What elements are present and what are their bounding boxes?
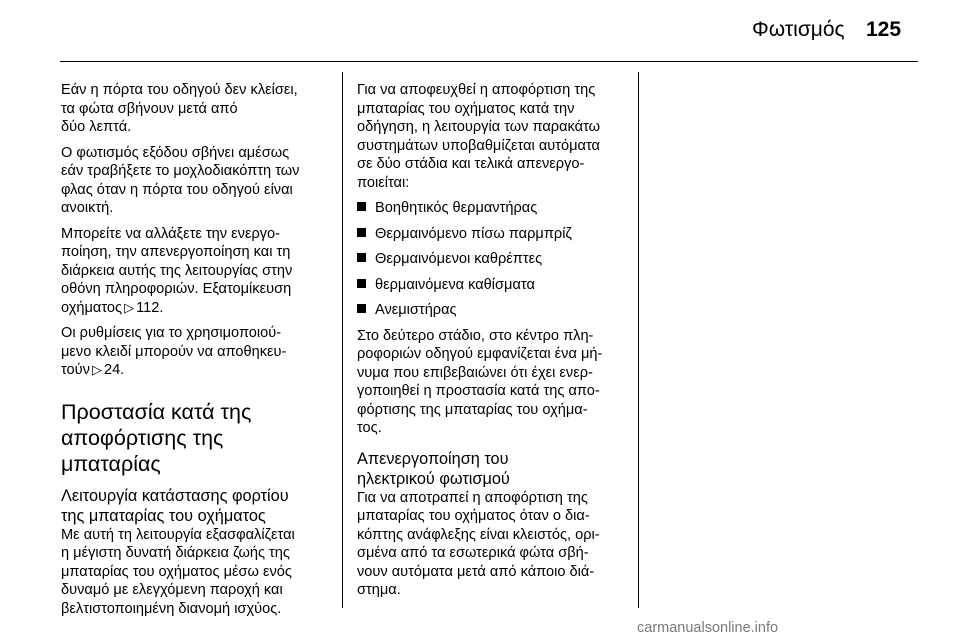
text-line: συστημάτων υποβαθμίζεται αυτόματα	[357, 137, 600, 154]
bullet-square-icon	[357, 304, 366, 313]
text-line: μπαταρίας του οχήματος κατά την	[357, 100, 575, 117]
left-column	[61, 81, 331, 625]
text-line: η μέγιστη δυνατή διάρκεια ζωής της	[61, 545, 290, 561]
text-line-with-ref	[61, 361, 331, 380]
text-fragment: τούν	[61, 362, 90, 378]
text-line: μπαταρίας του οχήματος όταν ο δια-	[357, 508, 590, 524]
bullet-square-icon	[357, 253, 366, 262]
running-title: Φωτισμός	[752, 18, 845, 41]
text-line: Με αυτή τη λειτουργία εξασφαλίζεται	[61, 526, 295, 543]
text-line: τος.	[357, 420, 382, 436]
text-line: Στο δεύτερο στάδιο, στο κέντρο πλη-	[357, 327, 594, 344]
text-line: σε δύο στάδια και τελικά απενεργο-	[357, 156, 585, 172]
list-item	[357, 225, 627, 244]
text-line: δύο λεπτά.	[61, 119, 132, 135]
heading-line: Λειτουργία κατάστασης φορτίου	[61, 486, 289, 505]
text-line: μενο κλειδί μπορούν να αποθηκευ-	[61, 343, 287, 360]
list-item	[357, 301, 627, 320]
paragraph-lighting-deactivation	[357, 489, 627, 600]
text-line: οθόνη πληροφοριών. Εξατομίκευση	[61, 281, 292, 297]
text-line: διάρκεια αυτής της λειτουργίας στην	[61, 262, 293, 279]
heading-line: Προστασία κατά της	[61, 399, 252, 424]
text-line: δυναμό με ελεγχόμενη παροχή και	[61, 582, 283, 598]
text-line: τα φώτα σβήνουν μετά από	[61, 100, 238, 117]
subsection-heading	[61, 486, 331, 526]
paragraph-discharge-prevention	[357, 81, 627, 192]
list-item	[357, 250, 627, 269]
heading-line: Απενεργοποίηση του	[357, 449, 509, 468]
list-item-label: Ανεμιστήρας	[375, 302, 457, 318]
text-line: εάν τραβήξετε το μοχλοδιακόπτη των	[61, 163, 300, 179]
text-line: στημα.	[357, 582, 401, 598]
paragraph-battery-function	[61, 526, 331, 619]
text-line-with-ref	[61, 299, 331, 318]
text-line: ποιείται:	[357, 174, 410, 191]
text-line: Για να αποφευχθεί η αποφόρτιση της	[357, 82, 596, 98]
section-heading	[61, 399, 331, 477]
list-item	[357, 199, 627, 218]
text-line: φλας όταν η πόρτα του οδηγού είναι	[61, 181, 293, 198]
text-line: Εάν η πόρτα του οδηγού δεν κλείσει,	[61, 82, 298, 98]
paragraph-exit-lighting	[61, 144, 331, 218]
text-line: Ο φωτισμός εξόδου σβήνει αμέσως	[61, 144, 290, 161]
page-reference-link[interactable]: 112.	[136, 299, 164, 316]
paragraph-settings	[61, 225, 331, 318]
heading-line: ηλεκτρικού φωτισμού	[357, 469, 510, 488]
text-line: ροφοριών οδηγού εμφανίζεται ένα μή-	[357, 346, 603, 362]
text-line: κόπτης ανάφλεξης είναι κλειστός, ορι-	[357, 526, 600, 543]
column-divider-left	[342, 72, 343, 608]
text-line: νυμα που επιβεβαιώνει ότι έχει ενερ-	[357, 364, 593, 381]
page-reference-link[interactable]: 24.	[103, 362, 125, 378]
text-line: βελτιστοποιημένη διανομή ισχύος.	[61, 600, 282, 617]
text-line: σμένα από τα εσωτερικά φώτα σβή-	[357, 545, 589, 561]
header-divider	[60, 61, 918, 62]
text-line: ποίηση, την απενεργοποίηση και τη	[61, 244, 291, 260]
watermark-text: carmanualsonline.info	[637, 620, 779, 636]
column-divider-right	[638, 72, 639, 608]
text-line: Οι ρυθμίσεις για το χρησιμοποιού-	[61, 325, 282, 341]
text-line: γοποιηθεί η προστασία κατά της απο-	[357, 383, 600, 399]
text-line: οδήγηση, η λειτουργία των παρακάτω	[357, 119, 601, 135]
list-item-label: Βοηθητικός θερμαντήρας	[375, 200, 538, 216]
heading-line: της μπαταρίας του οχήματος	[61, 506, 266, 525]
list-item-label: Θερμαινόμενοι καθρέπτες	[375, 251, 543, 267]
bullet-square-icon	[357, 279, 366, 288]
page-reference-arrow-icon: ▷	[124, 299, 135, 315]
page-number: 125	[866, 18, 902, 41]
subsection-heading	[357, 449, 627, 489]
text-fragment: οχήματος	[61, 299, 123, 316]
list-item	[357, 276, 627, 295]
heading-line: αποφόρτισης της	[61, 425, 224, 450]
text-line: ανοικτή.	[61, 200, 114, 216]
text-line: νουν αυτόματα μετά από κάποιο διά-	[357, 563, 595, 580]
text-line: μπαταρίας του οχήματος μέσω ενός	[61, 563, 292, 580]
heading-line: μπαταρίας	[61, 451, 161, 476]
text-line: Μπορείτε να αλλάξετε την ενεργο-	[61, 225, 281, 242]
bullet-square-icon	[357, 228, 366, 237]
right-column	[357, 81, 627, 607]
systems-list	[357, 199, 627, 320]
text-line: Για να αποτραπεί η αποφόρτιση της	[357, 489, 588, 506]
paragraph-door-lights	[61, 81, 331, 137]
page-reference-arrow-icon: ▷	[91, 362, 102, 377]
page-header	[0, 0, 960, 60]
bullet-square-icon	[357, 202, 366, 211]
text-line: φόρτισης της μπαταρίας του οχήμα-	[357, 401, 588, 418]
paragraph-key-settings	[61, 324, 331, 380]
list-item-label: Θερμαινόμενο πίσω παρμπρίζ	[375, 225, 572, 242]
list-item-label: θερμαινόμενα καθίσματα	[375, 276, 535, 293]
paragraph-second-stage	[357, 327, 627, 438]
